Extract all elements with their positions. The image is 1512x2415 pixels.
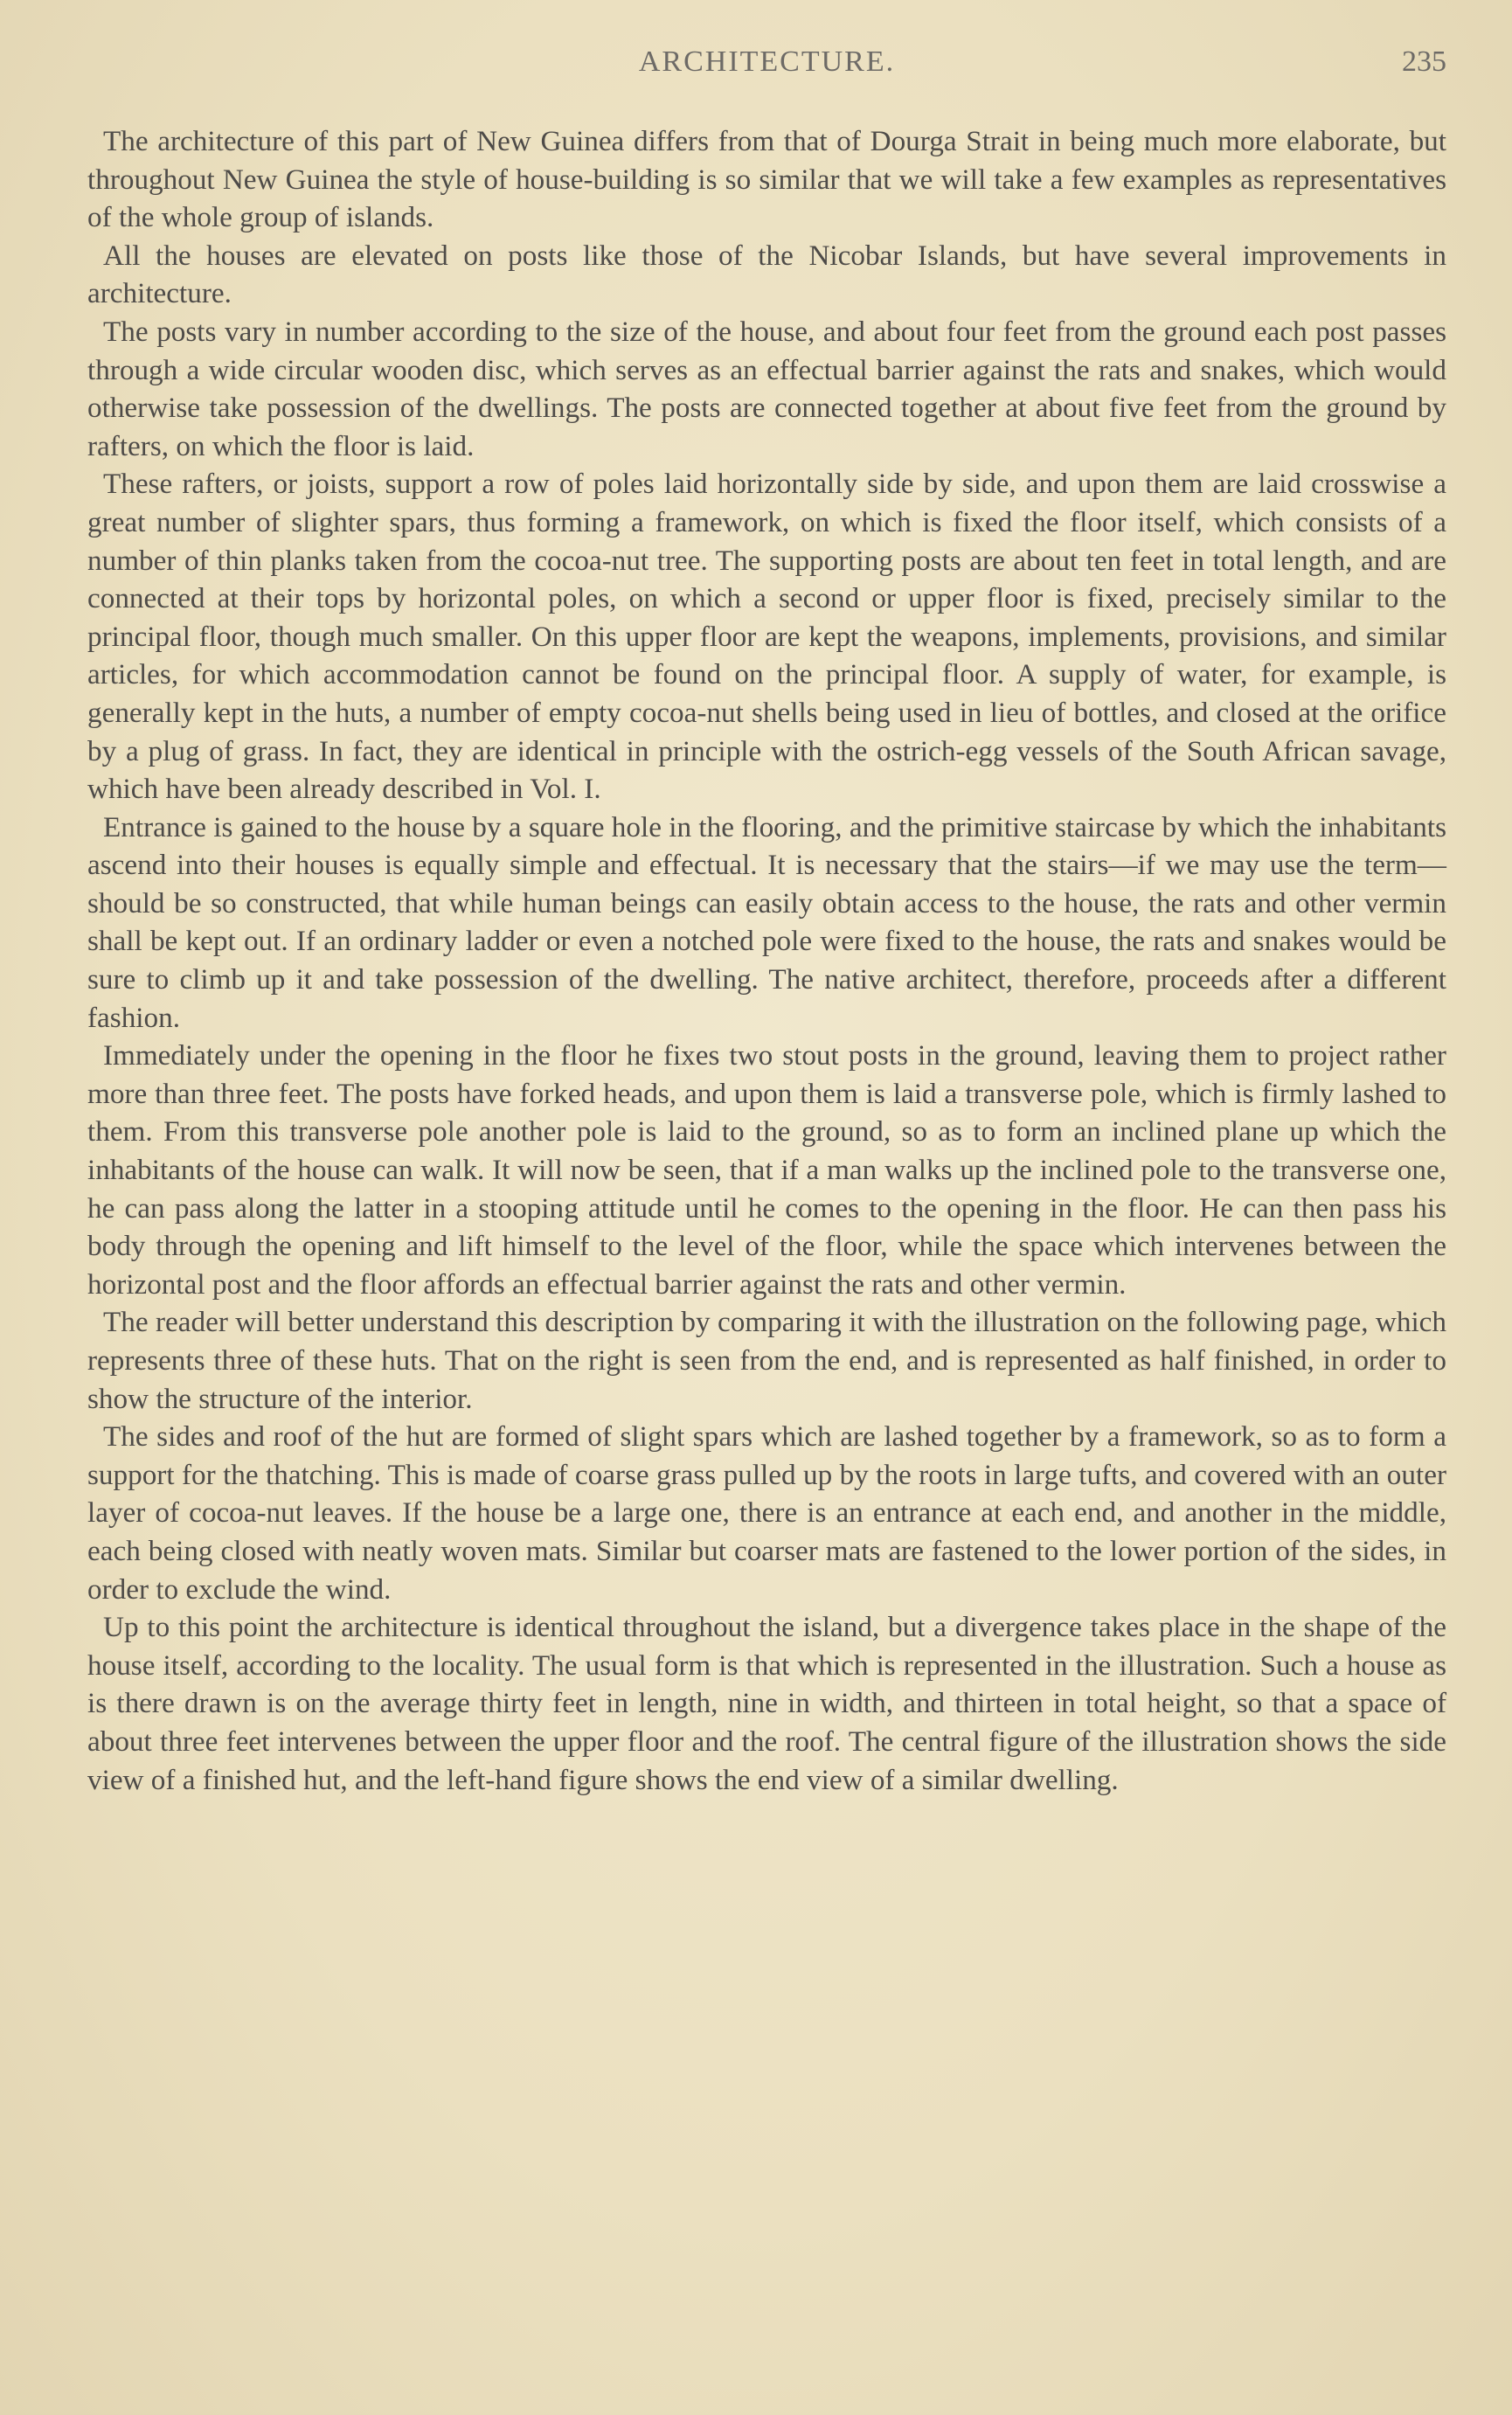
paragraph: The reader will better understand this description by comparing it with the illustration on the following page, which represents three of these huts. That on the right is seen from the end, and is represented as half finished, in order to show the structure of the interior. <box>87 1306 1446 1415</box>
body-text <box>87 122 1446 1799</box>
running-title: ARCHITECTURE. <box>638 45 896 78</box>
paragraph: The posts vary in number according to the size of the house, and about four feet from the ground each post passes through a wide circular wooden disc, which serves as an effectual barrier against the rats and snakes, which would otherwise take possession of the dwellings. The posts are connected together at about five feet from the ground by rafters, on which the floor is laid. <box>87 315 1446 462</box>
paragraph: Entrance is gained to the house by a square hole in the flooring, and the primitive staircase by which the inhabitants ascend into their houses is equally simple and effectual. It is necessary that the stairs—if we may use the term—should be so constructed, that while human beings can easily obtain access to the house, the rats and other vermin shall be kept out. If an ordinary ladder or even a notched pole were fixed to the house, the rats and snakes would be sure to climb up it and take possession of the dwelling. The native architect, therefore, proceeds after a different fashion. <box>87 810 1446 1034</box>
paragraph: Up to this point the architecture is identical throughout the island, but a divergence takes place in the shape of the house itself, according to the locality. The usual form is that which is represented in the illustration. Such a house as is there drawn is on the average thirty feet in length, nine in width, and thirteen in total height, so that a space of about three feet intervenes between the upper floor and the roof. The central figure of the illustration shows the side view of a finished hut, and the left-hand figure shows the end view of a similar dwelling. <box>87 1611 1446 1796</box>
paragraph: These rafters, or joists, support a row of poles laid horizontally side by side, and upon them are laid crosswise a great number of slighter spars, thus forming a framework, on which is fixed the floor itself, which consists of a number of thin planks taken from the cocoa-nut tree. The supporting posts are about ten feet in total length, and are connected at their tops by horizontal poles, on which a second or upper floor is fixed, precisely similar to the principal floor, though much smaller. On this upper floor are kept the weapons, implements, provisions, and similar articles, for which accommodation cannot be found on the principal floor. A supply of water, for example, is generally kept in the huts, a number of empty cocoa-nut shells being used in lieu of bottles, and closed at the orifice by a plug of grass. In fact, they are identical in principle with the ostrich-egg vessels of the South African savage, which have been already described in Vol. I. <box>87 468 1446 806</box>
page-number: 235 <box>1402 45 1446 78</box>
paragraph: All the houses are elevated on posts like those of the Nicobar Islands, but have several improvements in architecture. <box>87 239 1446 310</box>
paragraph: The architecture of this part of New Guinea differs from that of Dourga Strait in being much more elaborate, but throughout New Guinea the style of house-building is so similar that we will take a few examples as representatives of the whole group of islands. <box>87 125 1446 234</box>
paragraph: Immediately under the opening in the floor he fixes two stout posts in the ground, leaving them to project rather more than three feet. The posts have forked heads, and upon them is laid a transverse pole, which is firmly lashed to them. From this transverse pole another pole is laid to the ground, so as to form an inclined plane up which the inhabitants of the house can walk. It will now be seen, that if a man walks up the inclined pole to the transverse one, he can pass along the latter in a stooping attitude until he comes to the opening in the floor. He can then pass his body through the opening and lift himself to the level of the floor, while the space which intervenes between the horizontal post and the floor affords an effectual barrier against the rats and other vermin. <box>87 1039 1446 1301</box>
running-head <box>87 45 1446 89</box>
paragraph: The sides and roof of the hut are formed of slight spars which are lashed together by a framework, so as to form a support for the thatching. This is made of coarse grass pulled up by the roots in large tufts, and covered with an outer layer of cocoa-nut leaves. If the house be a large one, there is an entrance at each end, and another in the middle, each being closed with neatly woven mats. Similar but coarser mats are fastened to the lower portion of the sides, in order to exclude the wind. <box>87 1420 1446 1606</box>
